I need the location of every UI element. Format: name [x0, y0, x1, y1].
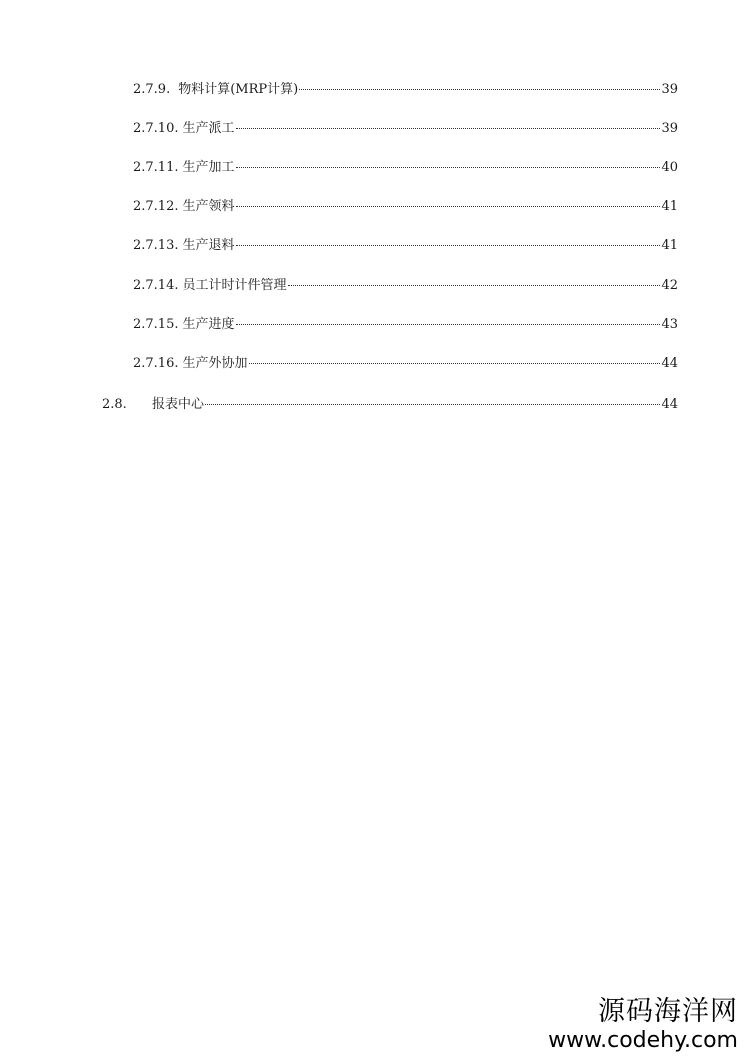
dot-leader — [236, 205, 661, 207]
toc-page-number: 39 — [661, 121, 678, 136]
toc-title: 生产退料 — [182, 238, 235, 253]
toc-title: 报表中心 — [152, 397, 205, 412]
toc-page-number: 40 — [661, 160, 678, 175]
toc-entry-2-7-9[interactable] — [133, 81, 678, 99]
dot-leader — [288, 284, 661, 286]
site-watermark — [548, 996, 738, 1054]
toc-title: 员工计时计件管理 — [182, 278, 287, 293]
dot-leader — [236, 244, 661, 246]
toc-entry-2-8[interactable] — [102, 396, 678, 414]
toc-title: 物料计算(MRP计算) — [178, 82, 299, 97]
toc-title: 生产加工 — [182, 160, 235, 175]
toc-page-number: 41 — [661, 238, 678, 253]
toc-number: 2.7.12. — [133, 199, 179, 214]
toc-entry-2-7-13[interactable] — [133, 237, 678, 255]
dot-leader — [299, 88, 660, 90]
watermark-site-name: 源码海洋网 — [598, 996, 738, 1027]
toc-page-number: 39 — [661, 82, 678, 97]
dot-leader — [249, 362, 661, 364]
dot-leader — [236, 127, 661, 129]
toc-number: 2.7.16. — [133, 356, 179, 371]
toc-entry-2-7-10[interactable] — [133, 120, 678, 138]
toc-title: 生产外协加 — [182, 356, 248, 371]
toc-entry-2-7-12[interactable] — [133, 198, 678, 216]
toc-number: 2.7.14. — [133, 278, 179, 293]
toc-title: 生产进度 — [182, 317, 235, 332]
dot-leader — [236, 166, 661, 168]
dot-leader — [236, 323, 661, 325]
toc-number: 2.7.13. — [133, 238, 179, 253]
toc-entry-2-7-16[interactable] — [133, 355, 678, 373]
toc-number: 2.7.9. — [133, 82, 171, 97]
dot-leader — [205, 403, 660, 405]
toc-page-number: 42 — [661, 278, 678, 293]
toc-page-number: 44 — [661, 397, 678, 412]
toc-number: 2.8. — [102, 397, 127, 412]
toc-title: 生产派工 — [182, 121, 235, 136]
toc-number: 2.7.15. — [133, 317, 179, 332]
toc-page-number: 41 — [661, 199, 678, 214]
toc-entry-2-7-15[interactable] — [133, 316, 678, 334]
toc-page-number: 44 — [661, 356, 678, 371]
toc-entry-2-7-11[interactable] — [133, 159, 678, 177]
toc-number: 2.7.11. — [133, 160, 179, 175]
watermark-url: www.codehy.com — [548, 1028, 738, 1053]
toc-entry-2-7-14[interactable] — [133, 277, 678, 295]
toc-page-number: 43 — [661, 317, 678, 332]
toc-number: 2.7.10. — [133, 121, 179, 136]
toc-title: 生产领料 — [182, 199, 235, 214]
